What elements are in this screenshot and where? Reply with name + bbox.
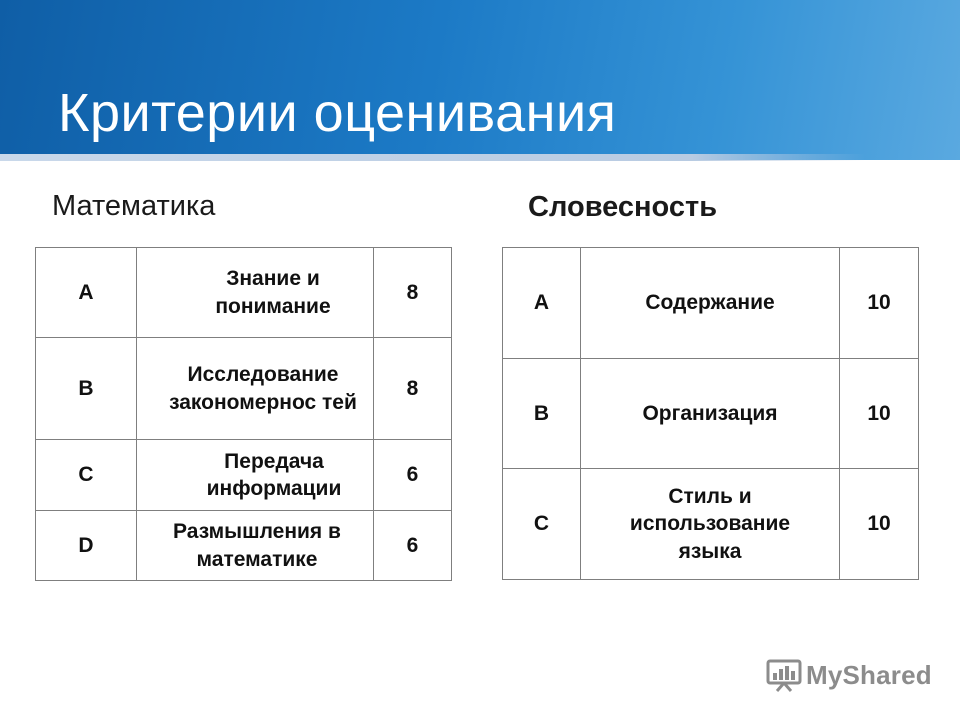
table-row [36, 248, 452, 338]
criterion-letter: D [36, 511, 137, 581]
criterion-max-score: 6 [374, 511, 452, 581]
criterion-letter: B [503, 359, 581, 469]
criterion-max-score: 10 [840, 359, 919, 469]
criterion-name: Знание и понимание [137, 248, 374, 338]
criterion-letter: A [36, 248, 137, 338]
title-banner-shadow [0, 154, 865, 161]
criterion-max-score: 8 [374, 248, 452, 338]
table-row [503, 248, 919, 359]
criterion-letter: A [503, 248, 581, 359]
table-row [503, 359, 919, 469]
criterion-max-score: 8 [374, 338, 452, 440]
criterion-name: Стиль и использование языка [581, 469, 840, 580]
math-criteria-table [35, 247, 452, 581]
table-row [36, 338, 452, 440]
criterion-name: Передача информации [137, 440, 374, 511]
watermark-text: MyShared [806, 660, 932, 690]
criterion-letter: C [503, 469, 581, 580]
criterion-name: Размышления в математике [137, 511, 374, 581]
table-row [36, 511, 452, 581]
presentation-board-icon [766, 658, 802, 692]
criterion-letter: B [36, 338, 137, 440]
table-row [503, 469, 919, 580]
criterion-max-score: 10 [840, 469, 919, 580]
literature-criteria-table [502, 247, 919, 580]
table-row [36, 440, 452, 511]
criterion-max-score: 10 [840, 248, 919, 359]
watermark [766, 655, 932, 695]
criterion-max-score: 6 [374, 440, 452, 511]
math-heading: Математика [52, 190, 216, 222]
criterion-name: Организация [581, 359, 840, 469]
literature-heading: Словесность [528, 191, 718, 223]
criterion-name: Исследование закономернос тей [137, 338, 374, 440]
criterion-name: Содержание [581, 248, 840, 359]
criterion-letter: C [36, 440, 137, 511]
slide-title: Критерии оценивания [58, 83, 617, 143]
